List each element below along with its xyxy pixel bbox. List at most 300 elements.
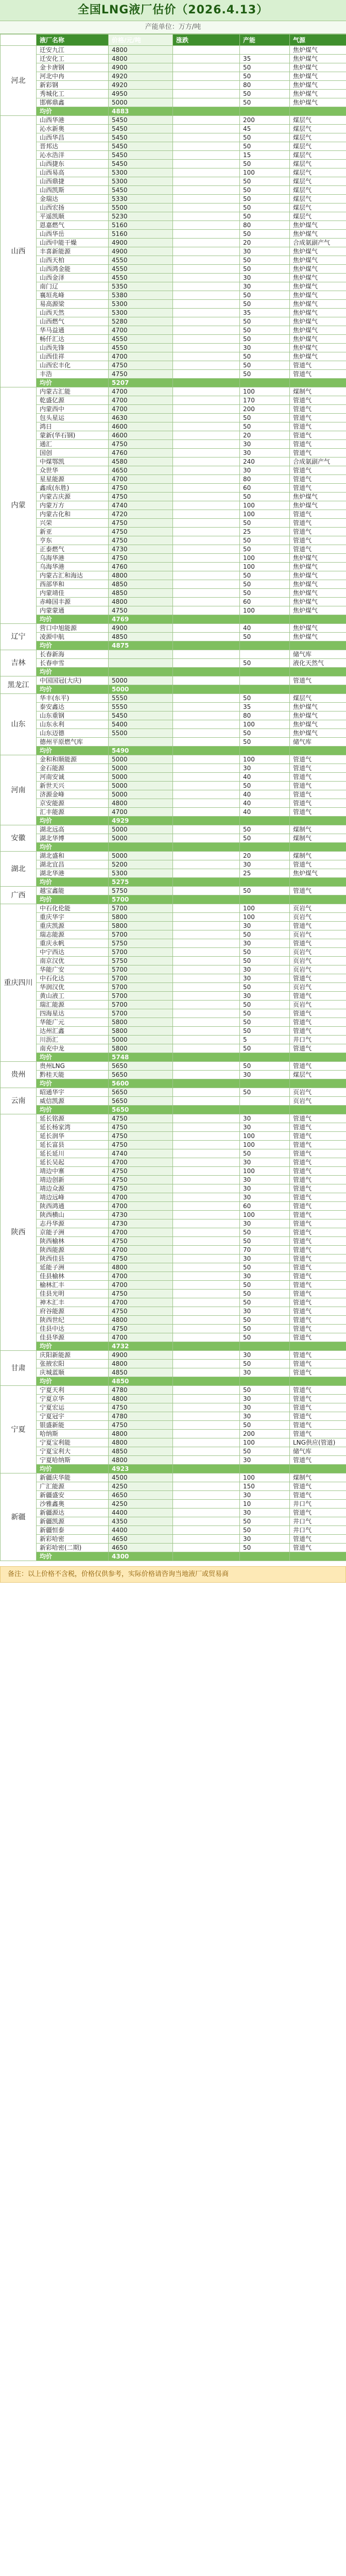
capacity-cell: 60: [240, 484, 290, 493]
change-cell: [173, 1158, 240, 1167]
capacity-cell: 50: [240, 545, 290, 554]
average-empty-cell: [290, 817, 346, 825]
table-row: [1, 536, 346, 545]
change-cell: [173, 1149, 240, 1158]
average-row: [1, 895, 346, 904]
price-cell: 4800: [109, 1430, 173, 1438]
gas-source-cell: 管道气: [290, 1184, 346, 1193]
gas-source-cell: 页岩气: [290, 1097, 346, 1106]
change-cell: [173, 1298, 240, 1307]
plant-name-cell: 营口中旭能源: [37, 624, 109, 633]
price-cell: 5750: [109, 939, 173, 948]
capacity-cell: 30: [240, 1176, 290, 1184]
plant-name-cell: 府谷能源: [37, 1307, 109, 1316]
capacity-cell: 50: [240, 352, 290, 361]
province-cell: 陕西: [1, 1114, 37, 1351]
capacity-cell: 100: [240, 913, 290, 922]
average-price: 5650: [109, 1106, 173, 1114]
price-cell: 4750: [109, 554, 173, 563]
capacity-cell: 30: [240, 274, 290, 282]
capacity-cell: 170: [240, 396, 290, 405]
change-cell: [173, 116, 240, 125]
gas-source-cell: 管道气: [290, 440, 346, 449]
plant-name-cell: 湖北盛和: [37, 852, 109, 860]
plant-name-cell: 新彩哈密: [37, 1535, 109, 1544]
average-empty-cell: [173, 668, 240, 676]
plant-name-cell: 山西天柏: [37, 256, 109, 265]
average-empty-cell: [173, 1465, 240, 1473]
price-cell: 4650: [109, 1544, 173, 1552]
average-empty-cell: [240, 747, 290, 755]
capacity-cell: 50: [240, 825, 290, 834]
plant-name-cell: 山西鼎捷: [37, 177, 109, 186]
gas-source-cell: 焦炉煤气: [290, 335, 346, 344]
plant-name-cell: 延长延川: [37, 1149, 109, 1158]
price-cell: 4730: [109, 545, 173, 554]
average-row: [1, 1377, 346, 1386]
average-price: 5000: [109, 685, 173, 694]
change-cell: [173, 1544, 240, 1552]
plant-name-cell: 汇丰能源: [37, 808, 109, 817]
price-cell: 4800: [109, 571, 173, 580]
capacity-cell: 40: [240, 624, 290, 633]
change-cell: [173, 1211, 240, 1219]
plant-name-cell: 畅仟汇达: [37, 335, 109, 344]
plant-name-cell: 金和和顺能源: [37, 755, 109, 764]
gas-source-cell: 焦炉煤气: [290, 309, 346, 317]
change-cell: [173, 81, 240, 90]
average-empty-cell: [290, 1465, 346, 1473]
capacity-cell: 100: [240, 606, 290, 615]
average-empty-cell: [240, 668, 290, 676]
average-row: [1, 615, 346, 624]
change-cell: [173, 1255, 240, 1263]
gas-source-cell: 页岩气: [290, 957, 346, 965]
change-cell: [173, 1491, 240, 1500]
plant-name-cell: 南充中龙: [37, 1044, 109, 1053]
capacity-cell: 50: [240, 1001, 290, 1009]
capacity-cell: 30: [240, 1193, 290, 1202]
plant-name-cell: 包头星运: [37, 414, 109, 422]
price-cell: 4850: [109, 1447, 173, 1456]
plant-name-cell: 山西金泽: [37, 274, 109, 282]
change-cell: [173, 440, 240, 449]
gas-source-cell: 井口气: [290, 1517, 346, 1526]
table-row: [1, 1184, 346, 1193]
capacity-cell: 80: [240, 711, 290, 720]
gas-source-cell: 焦炉煤气: [290, 571, 346, 580]
price-cell: 4750: [109, 1290, 173, 1298]
table-row: [1, 834, 346, 843]
gas-source-cell: 焦炉煤气: [290, 720, 346, 729]
average-empty-cell: [173, 1106, 240, 1114]
average-label: 均价: [37, 1465, 109, 1473]
change-cell: [173, 230, 240, 239]
capacity-cell: 20: [240, 852, 290, 860]
capacity-cell: 30: [240, 1307, 290, 1316]
change-cell: [173, 493, 240, 501]
change-cell: [173, 1386, 240, 1395]
change-cell: [173, 204, 240, 212]
change-cell: [173, 1202, 240, 1211]
price-cell: 4750: [109, 606, 173, 615]
change-cell: [173, 221, 240, 230]
average-empty-cell: [290, 107, 346, 116]
table-row: [1, 1386, 346, 1395]
price-cell: 4800: [109, 1395, 173, 1403]
table-row: [1, 983, 346, 992]
gas-source-cell: 煤制气: [290, 852, 346, 860]
gas-source-cell: 焦炉煤气: [290, 606, 346, 615]
plant-name-cell: 南门辽: [37, 282, 109, 291]
average-price: 4923: [109, 1465, 173, 1473]
change-cell: [173, 1351, 240, 1360]
gas-source-cell: 管道气: [290, 974, 346, 983]
capacity-cell: 50: [240, 1027, 290, 1036]
plant-name-cell: 山东永利: [37, 720, 109, 729]
gas-source-cell: 管道气: [290, 773, 346, 782]
change-cell: [173, 168, 240, 177]
plant-name-cell: 达州汇鑫: [37, 1027, 109, 1036]
change-cell: [173, 1403, 240, 1412]
province-cell: 湖北: [1, 852, 37, 887]
gas-source-cell: 管道气: [290, 1544, 346, 1552]
change-cell: [173, 1473, 240, 1482]
gas-source-cell: 管道气: [290, 755, 346, 764]
province-cell: 重庆四川: [1, 904, 37, 1062]
price-cell: 4750: [109, 1123, 173, 1132]
gas-source-cell: 焦炉煤气: [290, 869, 346, 878]
price-cell: 4600: [109, 431, 173, 440]
change-cell: [173, 1395, 240, 1403]
plant-name-cell: 易高源梁: [37, 300, 109, 309]
gas-source-cell: 页岩气: [290, 904, 346, 913]
plant-name-cell: 佳县华源: [37, 1333, 109, 1342]
table-row: [1, 90, 346, 98]
table-row: [1, 142, 346, 151]
table-row: [1, 1088, 346, 1097]
capacity-cell: 40: [240, 808, 290, 817]
footer-note: 备注：以上价格不含税，价格仅供参考，实际价格请咨询当地液厂或贸易商: [0, 1566, 346, 1583]
capacity-cell: 15: [240, 151, 290, 160]
price-cell: 4350: [109, 1517, 173, 1526]
plant-name-cell: 襄垣兆峰: [37, 291, 109, 300]
change-cell: [173, 274, 240, 282]
capacity-cell: 50: [240, 195, 290, 204]
plant-name-cell: 平遥凯顺: [37, 212, 109, 221]
gas-source-cell: 管道气: [290, 466, 346, 475]
plant-name-cell: 山西凯斯: [37, 186, 109, 195]
price-cell: 4750: [109, 1255, 173, 1263]
plant-name-cell: 内蒙古汇和海达: [37, 571, 109, 580]
capacity-cell: 100: [240, 1211, 290, 1219]
capacity-cell: 50: [240, 1281, 290, 1290]
gas-source-cell: 管道气: [290, 1246, 346, 1255]
table-row: [1, 563, 346, 571]
province-cell: 河南: [1, 755, 37, 825]
plant-name-cell: 内蒙靖佳: [37, 589, 109, 598]
gas-source-cell: 管道气: [290, 1386, 346, 1395]
gas-source-cell: 管道气: [290, 1018, 346, 1027]
price-cell: 4900: [109, 63, 173, 72]
capacity-cell: 30: [240, 1368, 290, 1377]
plant-name-cell: 重庆凯源: [37, 922, 109, 930]
table-row: [1, 948, 346, 957]
plant-name-cell: 中国国冠(大庆): [37, 676, 109, 685]
plant-name-cell: 德州平原燃气库: [37, 738, 109, 747]
capacity-cell: 50: [240, 230, 290, 239]
gas-source-cell: 焦炉煤气: [290, 291, 346, 300]
change-cell: [173, 606, 240, 615]
price-cell: 4700: [109, 326, 173, 335]
price-cell: 4600: [109, 422, 173, 431]
price-cell: 4700: [109, 1281, 173, 1290]
average-empty-cell: [173, 379, 240, 387]
gas-source-cell: 煤层气: [290, 195, 346, 204]
plant-name-cell: 新彩哈密(二期): [37, 1544, 109, 1552]
capacity-cell: 50: [240, 1237, 290, 1246]
plant-name-cell: 长春申雪: [37, 659, 109, 668]
average-empty-cell: [173, 615, 240, 624]
change-cell: [173, 501, 240, 510]
change-cell: [173, 90, 240, 98]
capacity-cell: 50: [240, 1228, 290, 1237]
gas-source-cell: 煤层气: [290, 151, 346, 160]
plant-name-cell: 新亚: [37, 528, 109, 536]
change-cell: [173, 239, 240, 247]
plant-name-cell: 越宝鑫能: [37, 887, 109, 895]
gas-source-cell: 焦炉煤气: [290, 729, 346, 738]
average-label: 均价: [37, 817, 109, 825]
gas-source-cell: 管道气: [290, 431, 346, 440]
gas-source-cell: 管道气: [290, 1421, 346, 1430]
plant-name-cell: 内蒙古庆源: [37, 493, 109, 501]
gas-source-cell: 页岩气: [290, 913, 346, 922]
average-empty-cell: [173, 747, 240, 755]
change-cell: [173, 948, 240, 957]
plant-name-cell: 延长杨家湾: [37, 1123, 109, 1132]
capacity-cell: 50: [240, 1316, 290, 1325]
table-row: [1, 177, 346, 186]
change-cell: [173, 536, 240, 545]
capacity-cell: 50: [240, 1009, 290, 1018]
province-cell: 辽宁: [1, 624, 37, 650]
capacity-cell: 30: [240, 992, 290, 1001]
plant-name-cell: 哈纳斯: [37, 1430, 109, 1438]
capacity-cell: 50: [240, 1517, 290, 1526]
gas-source-cell: 管道气: [290, 1027, 346, 1036]
change-cell: [173, 1114, 240, 1123]
capacity-cell: [240, 46, 290, 55]
gas-source-cell: 煤层气: [290, 168, 346, 177]
table-row: [1, 545, 346, 554]
plant-name-cell: 宁夏宝利能: [37, 1438, 109, 1447]
change-cell: [173, 1421, 240, 1430]
plant-name-cell: 通汇: [37, 440, 109, 449]
plant-name-cell: 陕西鸿通: [37, 1202, 109, 1211]
capacity-cell: 50: [240, 1149, 290, 1158]
plant-name-cell: 山西佳祥: [37, 352, 109, 361]
change-cell: [173, 764, 240, 773]
capacity-cell: 100: [240, 720, 290, 729]
table-row: [1, 1526, 346, 1535]
price-cell: 5330: [109, 195, 173, 204]
average-empty-cell: [240, 1106, 290, 1114]
table-row: [1, 1500, 346, 1509]
plant-name-cell: 延长吴起: [37, 1158, 109, 1167]
capacity-cell: 80: [240, 475, 290, 484]
capacity-cell: 240: [240, 457, 290, 466]
gas-source-cell: 煤层气: [290, 694, 346, 703]
plant-name-cell: 湖北远高: [37, 825, 109, 834]
capacity-cell: 40: [240, 773, 290, 782]
change-cell: [173, 1027, 240, 1036]
price-cell: 4780: [109, 1386, 173, 1395]
price-cell: 4750: [109, 361, 173, 370]
price-cell: 4550: [109, 344, 173, 352]
price-cell: 4400: [109, 1509, 173, 1517]
table-row: [1, 764, 346, 773]
plant-name-cell: 中宁西达: [37, 948, 109, 957]
table-row: [1, 992, 346, 1001]
table-row: [1, 291, 346, 300]
table-row: [1, 633, 346, 641]
province-cell: 安徽: [1, 825, 37, 852]
average-empty-cell: [173, 1552, 240, 1561]
gas-source-cell: 管道气: [290, 1123, 346, 1132]
capacity-cell: 35: [240, 309, 290, 317]
capacity-cell: 30: [240, 1272, 290, 1281]
plant-name-cell: 泰安鑫达: [37, 703, 109, 711]
plant-name-cell: 长春新海: [37, 650, 109, 659]
province-cell: 宁夏: [1, 1386, 37, 1473]
gas-source-cell: 页岩气: [290, 965, 346, 974]
capacity-cell: 30: [240, 965, 290, 974]
gas-source-cell: 管道气: [290, 922, 346, 930]
plant-name-cell: 山西易高: [37, 168, 109, 177]
plant-name-cell: 志丹华源: [37, 1219, 109, 1228]
change-cell: [173, 387, 240, 396]
gas-source-cell: 煤制气: [290, 1473, 346, 1482]
table-row: [1, 676, 346, 685]
average-empty-cell: [240, 843, 290, 852]
average-label: 均价: [37, 1053, 109, 1062]
plant-name-cell: 星星能源: [37, 475, 109, 484]
capacity-cell: 50: [240, 160, 290, 168]
gas-source-cell: 管道气: [290, 1176, 346, 1184]
table-row: [1, 168, 346, 177]
table-row: [1, 1482, 346, 1491]
table-row: [1, 1517, 346, 1526]
table-header-row: [1, 35, 346, 46]
gas-source-cell: 焦炉煤气: [290, 282, 346, 291]
plant-name-cell: 河南安诚: [37, 773, 109, 782]
plant-name-cell: 昭通华宇: [37, 1088, 109, 1097]
average-price: 4929: [109, 817, 173, 825]
change-cell: [173, 887, 240, 895]
table-row: [1, 571, 346, 580]
change-cell: [173, 1333, 240, 1342]
price-cell: 5000: [109, 825, 173, 834]
gas-source-cell: 管道气: [290, 1333, 346, 1342]
price-cell: 4800: [109, 55, 173, 63]
capacity-cell: 100: [240, 1167, 290, 1176]
capacity-cell: 50: [240, 256, 290, 265]
table-row: [1, 808, 346, 817]
capacity-cell: 50: [240, 1062, 290, 1071]
average-price: 5207: [109, 379, 173, 387]
capacity-cell: 30: [240, 1184, 290, 1193]
price-cell: 4800: [109, 1263, 173, 1272]
capacity-cell: 50: [240, 887, 290, 895]
capacity-cell: 50: [240, 414, 290, 422]
table-row: [1, 1132, 346, 1141]
average-empty-cell: [173, 107, 240, 116]
capacity-cell: 50: [240, 1263, 290, 1272]
gas-source-cell: 管道气: [290, 405, 346, 414]
price-cell: 4400: [109, 1526, 173, 1535]
plant-name-cell: 河北中冉: [37, 72, 109, 81]
change-cell: [173, 1526, 240, 1535]
price-cell: 4750: [109, 1237, 173, 1246]
average-row: [1, 1465, 346, 1473]
price-table: [0, 34, 346, 1561]
gas-source-cell: 焦炉煤气: [290, 554, 346, 563]
price-cell: 4950: [109, 90, 173, 98]
change-cell: [173, 195, 240, 204]
gas-source-cell: 管道气: [290, 1430, 346, 1438]
price-cell: 4550: [109, 274, 173, 282]
change-cell: [173, 1272, 240, 1281]
table-row: [1, 396, 346, 405]
change-cell: [173, 1360, 240, 1368]
table-row: [1, 825, 346, 834]
capacity-cell: 50: [240, 1018, 290, 1027]
capacity-cell: 100: [240, 1141, 290, 1149]
average-empty-cell: [290, 1377, 346, 1386]
gas-source-cell: 管道气: [290, 1237, 346, 1246]
capacity-cell: 50: [240, 589, 290, 598]
plant-name-cell: 宁夏天利: [37, 1386, 109, 1395]
price-cell: 4650: [109, 1535, 173, 1544]
average-price: 4875: [109, 641, 173, 650]
change-cell: [173, 1062, 240, 1071]
price-cell: 5300: [109, 168, 173, 177]
price-cell: 4750: [109, 1403, 173, 1412]
gas-source-cell: 储气库: [290, 738, 346, 747]
page-title: 全国LNG液厂估价（2026.4.13）: [0, 0, 346, 21]
gas-source-cell: 管道气: [290, 422, 346, 431]
change-cell: [173, 1219, 240, 1228]
price-cell: 5800: [109, 1018, 173, 1027]
change-cell: [173, 1097, 240, 1106]
plant-name-cell: 山西鸿金能: [37, 265, 109, 274]
table-row: [1, 1176, 346, 1184]
change-cell: [173, 659, 240, 668]
price-cell: 4920: [109, 72, 173, 81]
price-cell: 5800: [109, 1044, 173, 1053]
capacity-cell: 50: [240, 1298, 290, 1307]
table-row: [1, 974, 346, 983]
capacity-cell: 25: [240, 869, 290, 878]
table-row: [1, 930, 346, 939]
table-row: [1, 440, 346, 449]
change-cell: [173, 1368, 240, 1377]
price-cell: 4750: [109, 1176, 173, 1184]
capacity-cell: 50: [240, 519, 290, 528]
capacity-cell: 50: [240, 536, 290, 545]
average-empty-cell: [240, 1552, 290, 1561]
